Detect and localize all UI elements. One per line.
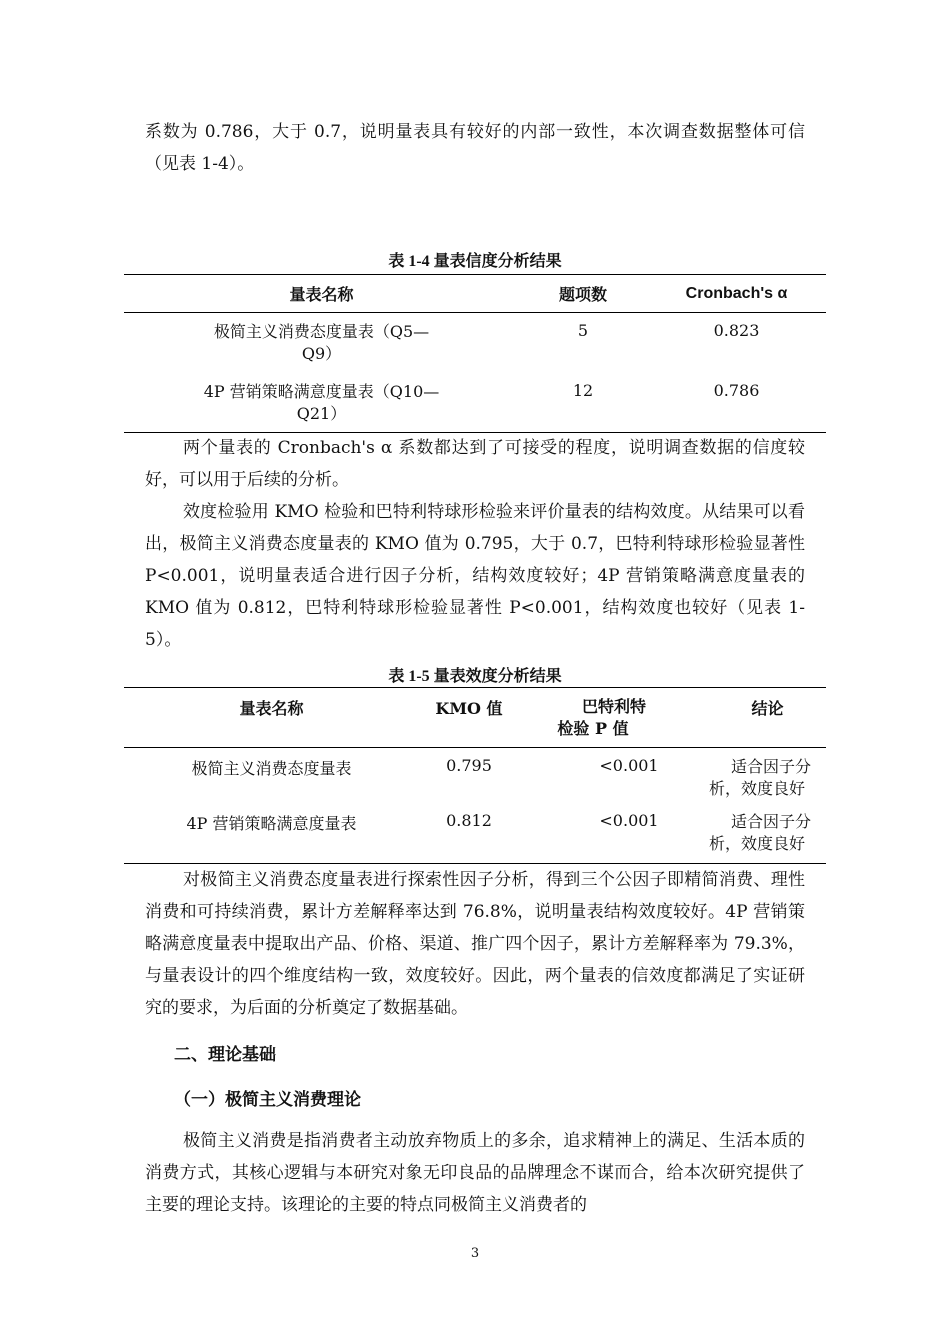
conclusion-cell bbox=[709, 748, 826, 805]
table-1-4-caption: 表 1-4 量表信度分析结果 bbox=[388, 253, 562, 270]
table-header-row bbox=[124, 275, 826, 313]
header-scale-name: 量表名称 bbox=[289, 285, 354, 304]
factor-analysis-section bbox=[145, 864, 805, 1024]
table-row bbox=[124, 313, 826, 375]
header-item-count: 题项数 bbox=[558, 285, 607, 304]
subsection-heading-minimalism: （一）极简主义消费理论 bbox=[174, 1090, 361, 1110]
conclusion-line1: 适合因子分 bbox=[731, 757, 812, 776]
header-kmo: KMO 值 bbox=[435, 699, 503, 718]
header-conclusion: 结论 bbox=[751, 699, 784, 718]
item-count-cell: 5 bbox=[577, 321, 589, 340]
paragraph-minimalism: 极简主义消费是指消费者主动放弃物质上的多余，追求精神上的满足、生活本质的消费方式，其核心逻辑与本研究对象无印良品的品牌理念不谋而合，给本次研究提供了主要的理论支持。该理论的主要的特点同极简主义消费者的 bbox=[145, 1131, 805, 1215]
header-bartlett-p bbox=[519, 688, 709, 748]
scale-name-line1: 极简主义消费态度量表（Q5— bbox=[213, 322, 430, 341]
header-bartlett-line2: 检验 P 值 bbox=[557, 719, 629, 738]
paragraph-reliability: 两个量表的 Cronbach's α 系数都达到了可接受的程度，说明调查数据的信度较好，可以用于后续的分析。 bbox=[145, 438, 805, 490]
intro-paragraph bbox=[145, 116, 805, 180]
header-cronbach-alpha: Cronbach's α bbox=[685, 284, 788, 302]
paragraph-factor-analysis: 对极简主义消费态度量表进行探索性因子分析，得到三个公因子即精简消费、理性消费和可持续消费，累计方差解释率达到 76.8%，说明量表结构效度较好。4P 营销策略满意度量表中提取出产品、价格、渠道、推广四个因子，累计方差解释率为 79.3%，与量表设计的四个维度结构一致，效度较好。因此，两个量表的信效度都满足了实证研究的要求，为后面的分析奠定了数据基础。 bbox=[145, 870, 805, 1018]
minimalism-theory-section bbox=[145, 1125, 805, 1221]
kmo-cell: 0.795 bbox=[446, 756, 492, 775]
scale-name-line2: Q9） bbox=[301, 344, 342, 363]
kmo-cell: 0.812 bbox=[446, 810, 492, 830]
intro-text: 系数为 0.786，大于 0.7，说明量表具有较好的内部一致性，本次调查数据整体可信（见表 1-4）。 bbox=[145, 122, 805, 174]
alpha-cell: 0.823 bbox=[713, 321, 760, 340]
page-number: 3 bbox=[470, 1246, 480, 1261]
table-1-5 bbox=[124, 687, 826, 864]
conclusion-line1: 适合因子分 bbox=[731, 811, 812, 831]
scale-name-cell bbox=[124, 313, 519, 375]
conclusion-cell bbox=[709, 805, 826, 864]
section-heading-theory: 二、理论基础 bbox=[174, 1045, 276, 1065]
p-value-cell: <0.001 bbox=[599, 810, 659, 830]
table-header-row bbox=[124, 688, 826, 748]
table-1-5-caption: 表 1-5 量表效度分析结果 bbox=[388, 668, 562, 685]
reliability-discussion bbox=[145, 432, 805, 656]
scale-name-cell: 4P 营销策略满意度量表 bbox=[186, 813, 357, 833]
scale-name-cell: 极简主义消费态度量表 bbox=[191, 759, 352, 778]
alpha-cell: 0.786 bbox=[713, 380, 760, 400]
conclusion-line2: 析，效度良好 bbox=[709, 779, 806, 798]
table-row bbox=[124, 805, 826, 864]
paragraph-validity: 效度检验用 KMO 检验和巴特利特球形检验来评价量表的结构效度。从结果可以看出，极简主义消费态度量表的 KMO 值为 0.795，大于 0.7，巴特利特球形检验显著性 P<0.001，说明量表适合进行因子分析，结构效度较好；4P 营销策略满意度量表的 KMO 值为 0.812，巴特利特球形检验显著性 P<0.001，结构效度也较好（见表 1-5）。 bbox=[145, 502, 805, 650]
p-value-cell: <0.001 bbox=[599, 756, 659, 775]
conclusion-line2: 析，效度良好 bbox=[709, 833, 806, 853]
table-1-4 bbox=[124, 274, 826, 433]
scale-name-cell bbox=[124, 375, 519, 433]
header-scale-name: 量表名称 bbox=[239, 699, 304, 718]
table-row bbox=[124, 375, 826, 433]
table-row bbox=[124, 748, 826, 805]
header-bartlett-line1: 巴特利特 bbox=[581, 697, 646, 716]
scale-name-line1: 4P 营销策略满意度量表（Q10— bbox=[203, 381, 440, 401]
item-count-cell: 12 bbox=[572, 380, 594, 400]
scale-name-line2: Q21） bbox=[296, 403, 347, 423]
